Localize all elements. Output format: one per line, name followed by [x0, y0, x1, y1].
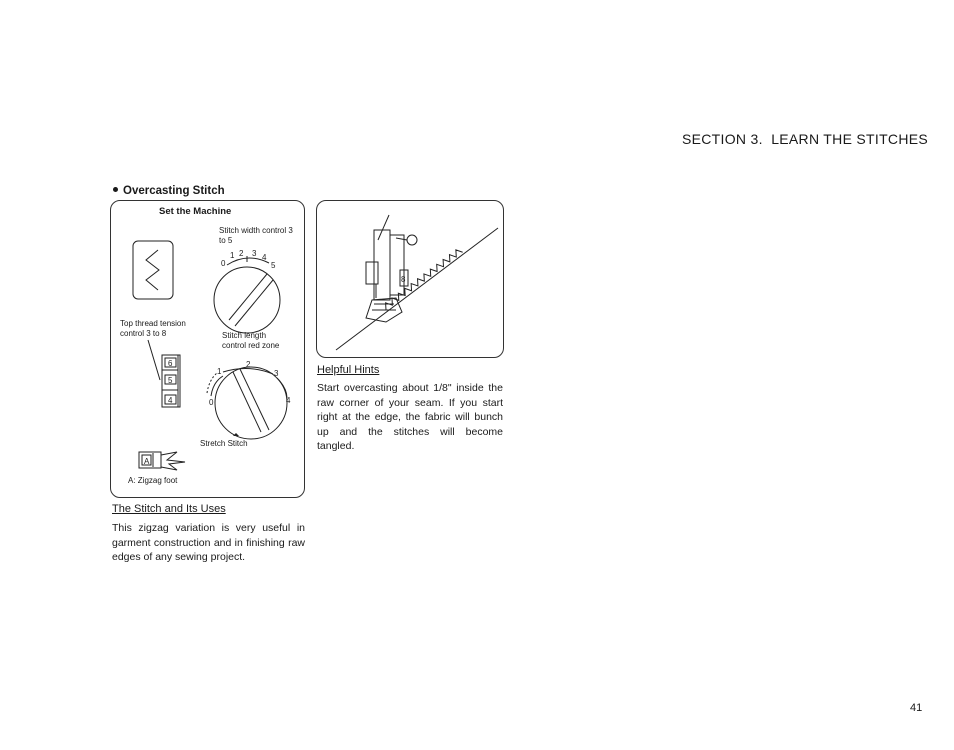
set-machine-heading: Set the Machine	[159, 206, 232, 217]
hints-heading: Helpful Hints	[317, 364, 380, 376]
tension-number: 4	[168, 396, 173, 405]
dial-number: 4	[286, 396, 291, 405]
section-title: LEARN THE STITCHES	[771, 131, 929, 147]
dial-number: 8	[401, 275, 406, 284]
section-header	[682, 131, 928, 147]
zigzag-foot-label: A: Zigzag foot	[128, 476, 178, 485]
stitch-width-label: Stitch width control 3 to 5	[219, 226, 293, 245]
dial-number: 2	[239, 249, 244, 258]
dial-number: 2	[246, 360, 251, 369]
dial-number: 0	[221, 259, 226, 268]
page-number: 41	[910, 702, 923, 714]
foot-letter: A	[144, 457, 150, 466]
dial-number: 5	[271, 261, 276, 270]
stitch-length-label: Stitch length control red zone	[222, 331, 280, 350]
stitch-length-dial	[203, 358, 298, 443]
zigzag-pattern-icon	[132, 240, 174, 300]
bullet-icon	[113, 187, 118, 192]
stitch-width-dial	[205, 250, 290, 335]
dial-number: 4	[262, 253, 267, 262]
zigzag-foot-icon	[137, 449, 187, 473]
dial-number: 3	[252, 249, 257, 258]
dial-number: 1	[217, 367, 222, 376]
stitch-title	[113, 185, 225, 197]
uses-heading: The Stitch and Its Uses	[112, 503, 226, 515]
hints-body: Start overcasting about 1/8" inside the raw corner of your seam. If you start right at the edge, the fabric will bunch up and the stitches will become tangled.	[317, 382, 503, 452]
stitch-title-text: Overcasting Stitch	[123, 185, 225, 197]
dial-number: 3	[274, 369, 279, 378]
thread-tension-control	[148, 340, 188, 408]
tension-number: 5	[168, 376, 173, 385]
uses-body: This zigzag variation is very useful in garment construction and in finishing raw edges of any sewing project.	[112, 522, 305, 563]
section-number: SECTION 3.	[682, 131, 763, 147]
dial-number: 0	[209, 398, 214, 407]
dial-number: 1	[230, 251, 235, 260]
thread-tension-label: Top thread tension control 3 to 8	[120, 319, 186, 338]
stretch-stitch-label: Stretch Stitch	[200, 439, 248, 448]
tension-number: 6	[168, 359, 173, 368]
presser-foot-illustration	[316, 200, 504, 358]
